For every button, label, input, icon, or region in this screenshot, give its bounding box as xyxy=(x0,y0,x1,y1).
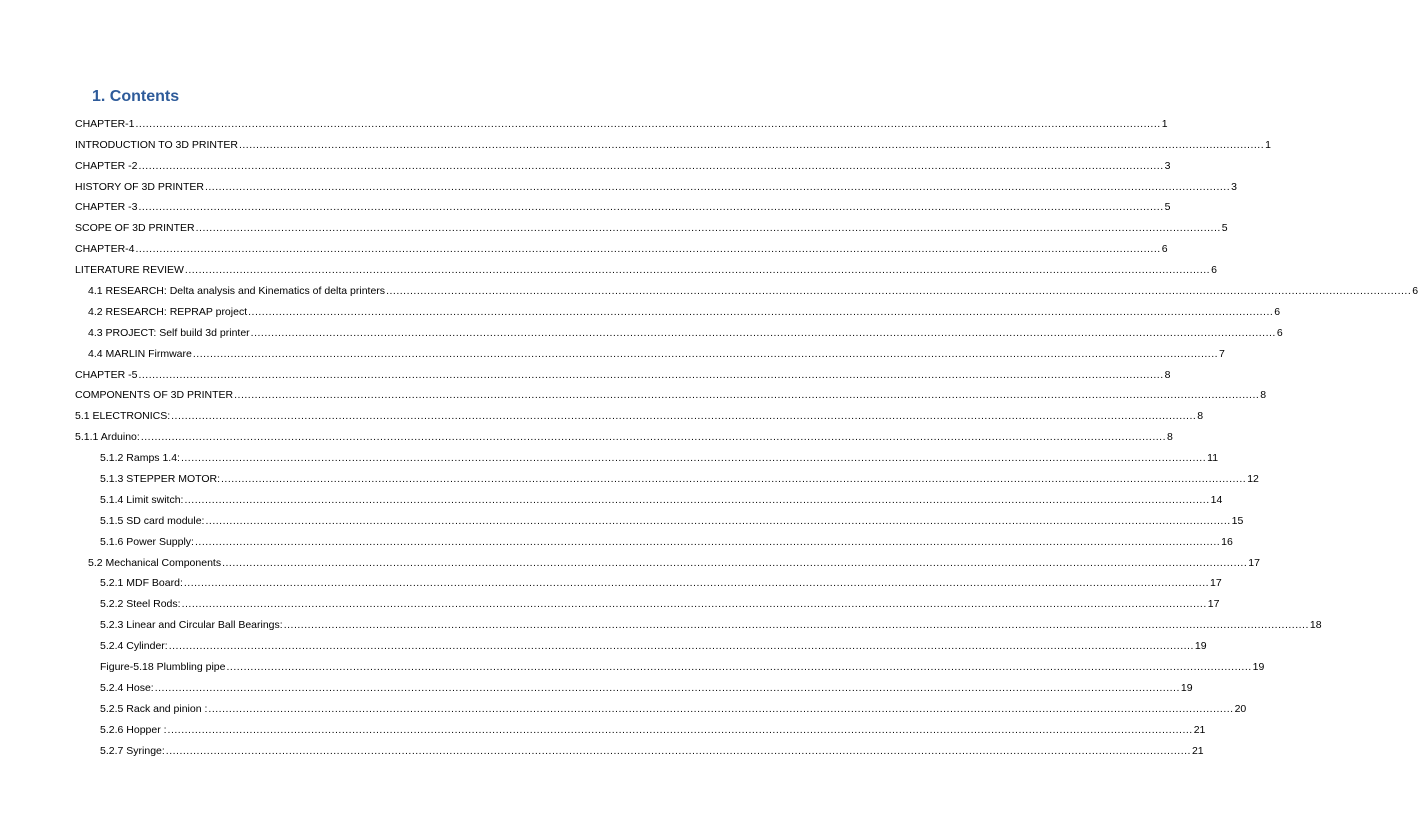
toc-dot-leader: ............................................................................................................................................................................................................................................................................................................ xyxy=(165,744,1191,757)
toc-entry[interactable] xyxy=(0,318,1283,339)
toc-entry-page: 6 xyxy=(1211,264,1217,277)
toc-entry[interactable] xyxy=(0,360,1171,381)
toc-dot-leader: ............................................................................................................................................................................................................................................................................................................ xyxy=(205,514,1231,527)
toc-entry-title: 5.2.4 Hose: xyxy=(100,681,154,694)
toc-entry-page: 6 xyxy=(1412,285,1418,298)
toc-entry[interactable] xyxy=(0,109,1168,130)
toc-entry[interactable] xyxy=(0,610,1322,632)
toc-entry[interactable] xyxy=(0,548,1260,569)
toc-entry-page: 5 xyxy=(1221,222,1228,235)
toc-entry[interactable] xyxy=(0,569,1222,590)
toc-dot-leader: ............................................................................................................................................................................................................................................................................................................ xyxy=(167,723,1193,736)
toc-dot-leader: ............................................................................................................................................................................................................................................................................................................ xyxy=(183,577,1210,590)
toc-entry-page: 8 xyxy=(1260,389,1267,402)
toc-entry[interactable] xyxy=(0,485,1223,506)
toc-entry[interactable] xyxy=(0,255,1217,277)
toc-entry-page: 11 xyxy=(1207,452,1219,465)
toc-entry-page: 3 xyxy=(1231,180,1237,193)
toc-entry-page: 8 xyxy=(1197,410,1204,423)
toc-dot-leader: ............................................................................................................................................................................................................................................................................................................ xyxy=(138,159,1164,172)
toc-entry[interactable] xyxy=(0,527,1233,548)
toc-entry[interactable] xyxy=(0,151,1171,172)
toc-entry-title: 5.2.4 Cylinder: xyxy=(100,640,168,653)
toc-entry-page: 20 xyxy=(1234,702,1247,715)
toc-entry-page: 1 xyxy=(1265,138,1271,151)
toc-entry-page: 19 xyxy=(1252,661,1265,674)
toc-entry[interactable] xyxy=(0,276,1418,298)
toc-entry-title: CHAPTER -3 xyxy=(75,201,138,214)
toc-entry-title: CHAPTER-4 xyxy=(75,243,135,256)
toc-entry[interactable] xyxy=(0,297,1281,318)
toc-entry[interactable] xyxy=(0,694,1247,715)
toc-dot-leader: ............................................................................................................................................................................................................................................................................................................ xyxy=(184,264,1211,277)
toc-dot-leader: ............................................................................................................................................................................................................................................................................................................ xyxy=(135,243,1161,256)
toc-entry[interactable] xyxy=(0,589,1220,611)
toc-dot-leader: ............................................................................................................................................................................................................................................................................................................ xyxy=(386,285,1412,298)
toc-entry[interactable] xyxy=(0,234,1168,256)
toc-entry-title: 4.1 RESEARCH: Delta analysis and Kinematics of delta printers xyxy=(88,285,386,298)
toc-dot-leader: ............................................................................................................................................................................................................................................................................................................ xyxy=(138,368,1164,381)
toc-entry-page: 6 xyxy=(1161,243,1168,256)
toc-entry-page: 21 xyxy=(1191,744,1204,757)
toc-entry[interactable] xyxy=(0,381,1267,402)
toc-entry[interactable] xyxy=(0,339,1225,360)
toc-dot-leader: ............................................................................................................................................................................................................................................................................................................ xyxy=(135,117,1161,130)
toc-entry-page: 16 xyxy=(1221,535,1233,548)
toc-entry[interactable] xyxy=(0,736,1204,757)
toc-entry-title: CHAPTER-1 xyxy=(75,117,135,130)
toc-entry[interactable] xyxy=(0,673,1193,694)
toc-dot-leader: ............................................................................................................................................................................................................................................................................................................ xyxy=(181,598,1207,611)
toc-entry-title: 5.2.1 MDF Board: xyxy=(100,577,183,590)
toc-dot-leader: ............................................................................................................................................................................................................................................................................................................ xyxy=(208,702,1234,715)
toc-entry[interactable] xyxy=(0,172,1237,193)
toc-entry-page: 15 xyxy=(1231,514,1244,527)
toc-entry-title: 5.2.5 Rack and pinion : xyxy=(100,702,208,715)
toc-entry-title: HISTORY OF 3D PRINTER xyxy=(75,180,204,193)
toc-entry-title: Figure-5.18 Plumbling pipe xyxy=(100,661,226,674)
toc-entry[interactable] xyxy=(0,631,1207,653)
toc-dot-leader: ............................................................................................................................................................................................................................................................................................................ xyxy=(168,640,1194,653)
toc-entry-page: 6 xyxy=(1276,326,1283,339)
toc-entry-page: 19 xyxy=(1194,640,1207,653)
toc-entry[interactable] xyxy=(0,443,1219,465)
toc-entry-title: 4.4 MARLIN Firmware xyxy=(88,347,192,360)
toc-dot-leader: ............................................................................................................................................................................................................................................................................................................ xyxy=(171,410,1197,423)
toc-entry-page: 21 xyxy=(1193,723,1206,736)
toc-entry[interactable] xyxy=(0,422,1173,444)
toc-entry-page: 17 xyxy=(1248,556,1260,569)
toc-entry-page: 7 xyxy=(1219,347,1225,360)
toc-entry-title: 5.1.6 Power Supply: xyxy=(100,535,194,548)
toc-entry-title: INTRODUCTION TO 3D PRINTER xyxy=(75,138,238,151)
toc-entry-page: 1 xyxy=(1161,117,1168,130)
toc-entry-title: 5.2.2 Steel Rods: xyxy=(100,598,181,611)
toc-entry-title: 5.1 ELECTRONICS: xyxy=(75,410,171,423)
toc-entry-title: LITERATURE REVIEW xyxy=(75,264,184,277)
toc-dot-leader: ............................................................................................................................................................................................................................................................................................................ xyxy=(222,556,1248,569)
toc-entry-page: 17 xyxy=(1210,577,1222,590)
toc-entry[interactable] xyxy=(0,130,1271,151)
toc-entry-page: 5 xyxy=(1164,201,1171,214)
toc-entry-title: SCOPE OF 3D PRINTER xyxy=(75,222,195,235)
toc-dot-leader: ............................................................................................................................................................................................................................................................................................................ xyxy=(250,326,1276,339)
toc-dot-leader: ............................................................................................................................................................................................................................................................................................................ xyxy=(184,493,1210,506)
toc-dot-leader: ............................................................................................................................................................................................................................................................................................................ xyxy=(140,431,1166,444)
toc-dot-leader: ............................................................................................................................................................................................................................................................................................................ xyxy=(238,138,1265,151)
toc-entry-page: 18 xyxy=(1309,619,1322,632)
toc-entry-page: 8 xyxy=(1164,368,1171,381)
toc-dot-leader: ............................................................................................................................................................................................................................................................................................................ xyxy=(138,201,1164,214)
toc-entry-page: 14 xyxy=(1210,493,1223,506)
toc-entry[interactable] xyxy=(0,401,1204,423)
toc-dot-leader: ............................................................................................................................................................................................................................................................................................................ xyxy=(194,535,1221,548)
toc-entry-title: 5.1.5 SD card module: xyxy=(100,514,205,527)
toc-dot-leader: ............................................................................................................................................................................................................................................................................................................ xyxy=(226,661,1252,674)
toc-dot-leader: ............................................................................................................................................................................................................................................................................................................ xyxy=(180,452,1207,465)
toc-entry-title: 5.1.1 Arduino: xyxy=(75,431,140,444)
toc-entry-title: 5.2 Mechanical Components xyxy=(88,556,222,569)
toc-dot-leader: ............................................................................................................................................................................................................................................................................................................ xyxy=(204,180,1231,193)
toc-entry-page: 12 xyxy=(1247,473,1259,486)
toc-entry[interactable] xyxy=(0,213,1228,235)
toc-dot-leader: ............................................................................................................................................................................................................................................................................................................ xyxy=(234,389,1260,402)
toc-entry-page: 8 xyxy=(1166,431,1173,444)
toc-entry[interactable] xyxy=(0,652,1265,674)
toc-entry-title: 5.2.3 Linear and Circular Ball Bearings: xyxy=(100,619,283,632)
toc-dot-leader: ............................................................................................................................................................................................................................................................................................................ xyxy=(221,473,1247,486)
toc-dot-leader: ............................................................................................................................................................................................................................................................................................................ xyxy=(154,681,1180,694)
toc-entry[interactable] xyxy=(0,193,1171,214)
toc-entry[interactable] xyxy=(0,506,1244,527)
toc-entry-title: 4.3 PROJECT: Self build 3d printer xyxy=(88,326,250,339)
toc-entry-title: 5.1.3 STEPPER MOTOR: xyxy=(100,473,221,486)
toc-dot-leader: ............................................................................................................................................................................................................................................................................................................ xyxy=(195,222,1221,235)
toc-dot-leader: ............................................................................................................................................................................................................................................................................................................ xyxy=(283,619,1309,632)
toc-dot-leader: ............................................................................................................................................................................................................................................................................................................ xyxy=(192,347,1219,360)
toc-entry-page: 6 xyxy=(1274,305,1281,318)
toc-entry-title: 5.2.7 Syringe: xyxy=(100,744,165,757)
toc-entry-title: CHAPTER -5 xyxy=(75,368,138,381)
toc-entry-title: 5.1.2 Ramps 1.4: xyxy=(100,452,180,465)
toc-entry-page: 3 xyxy=(1164,159,1171,172)
toc-entry-page: 17 xyxy=(1207,598,1220,611)
toc-entry[interactable] xyxy=(0,464,1259,486)
toc-dot-leader: ............................................................................................................................................................................................................................................................................................................ xyxy=(248,305,1274,318)
toc-entry-title: COMPONENTS OF 3D PRINTER xyxy=(75,389,234,402)
toc-entry-title: 5.2.6 Hopper : xyxy=(100,723,167,736)
toc-entry[interactable] xyxy=(0,715,1206,736)
toc-entry-title: 5.1.4 Limit switch: xyxy=(100,493,184,506)
toc-entry-title: 4.2 RESEARCH: REPRAP project xyxy=(88,305,248,318)
toc-list xyxy=(0,109,1418,757)
toc-entry-page: 19 xyxy=(1180,681,1193,694)
toc-entry-title: CHAPTER -2 xyxy=(75,159,138,172)
toc-heading: 1. Contents xyxy=(92,88,180,105)
